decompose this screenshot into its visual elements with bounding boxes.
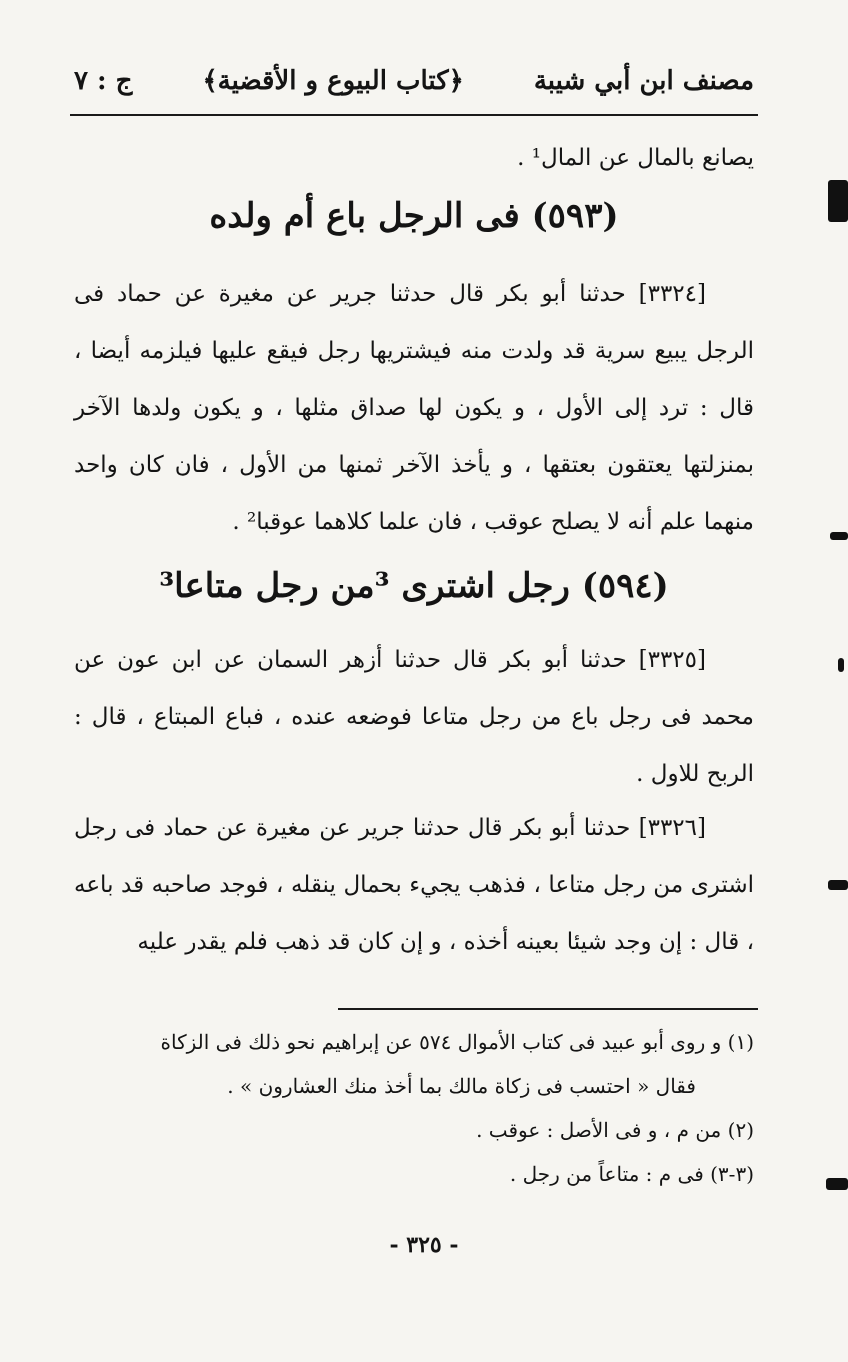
header-divider	[70, 114, 758, 116]
header-book-title: مصنف ابن أبي شيبة	[533, 66, 754, 96]
footnotes	[74, 1020, 754, 1196]
footnote-2: (٢) من م ، و فى الأصل : عوقب .	[476, 1118, 754, 1142]
footnote-1: (١) و روى أبو عبيد فى كتاب الأموال ٥٧٤ عن إبراهيم نحو ذلك فى الزكاة	[160, 1030, 754, 1054]
scan-mark	[826, 1178, 848, 1190]
paragraph-3325: [٣٣٢٥] حدثنا أبو بكر قال حدثنا أزهر السمان عن ابن عون عن محمد فى رجل باع من رجل متاعا فوضعه عنده ، فباع المبتاع ، قال : الربح للاول .	[74, 647, 754, 787]
scan-mark	[838, 658, 844, 672]
scan-mark	[828, 180, 848, 222]
header-chapter-title: ﴿كتاب البيوع و الأقضية﴾	[202, 66, 464, 96]
header-volume: ج : ٧	[74, 66, 133, 96]
running-header	[74, 58, 754, 104]
footnote-divider	[338, 1008, 758, 1010]
paragraph-3326: [٣٣٢٦] حدثنا أبو بكر قال حدثنا جرير عن مغيرة عن حماد فى رجل اشترى من رجل متاعا ، فذهب يجيء بحمال ينقله ، فوجد صاحبه قد باعه ، قال : إن وجد شيئا بعينه أخذه ، و إن كان قد ذهب فلم يقدر عليه	[74, 815, 754, 955]
footnote-1-continuation: فقال « احتسب فى زكاة مالك بما أخذ منك العشارون » .	[227, 1074, 696, 1098]
paragraph-3324: [٣٣٢٤] حدثنا أبو بكر قال حدثنا جرير عن مغيرة عن حماد فى الرجل يبيع سرية قد ولدت منه فيشتريها رجل فيقع عليها فيلزمه أيضا ، قال : ترد إلى الأول ، و يكون لها صداق مثلها ، و يكون ولدها الآخر بمنزلتها يعتقون بعتقها ، و يأخذ الآخر ثمنها من الأول ، فان كان واحد منهما علم أنه لا يصلح عوقب ، فان علما كلاهما عوقبا² .	[74, 281, 754, 535]
section-heading-594: (٥٩٤) رجل اشترى ³من رجل متاعا³	[159, 566, 669, 606]
intro-line: يصانع بالمال عن المال¹ .	[517, 145, 754, 171]
footnote-3: (٣-٣) فى م : متاعاً من رجل .	[509, 1162, 754, 1186]
scan-mark	[830, 532, 848, 540]
page-number: - ٣٢٥ -	[389, 1232, 459, 1258]
section-heading-593: (٥٩٣) فى الرجل باع أم ولده	[209, 196, 619, 236]
scan-mark	[828, 880, 848, 890]
